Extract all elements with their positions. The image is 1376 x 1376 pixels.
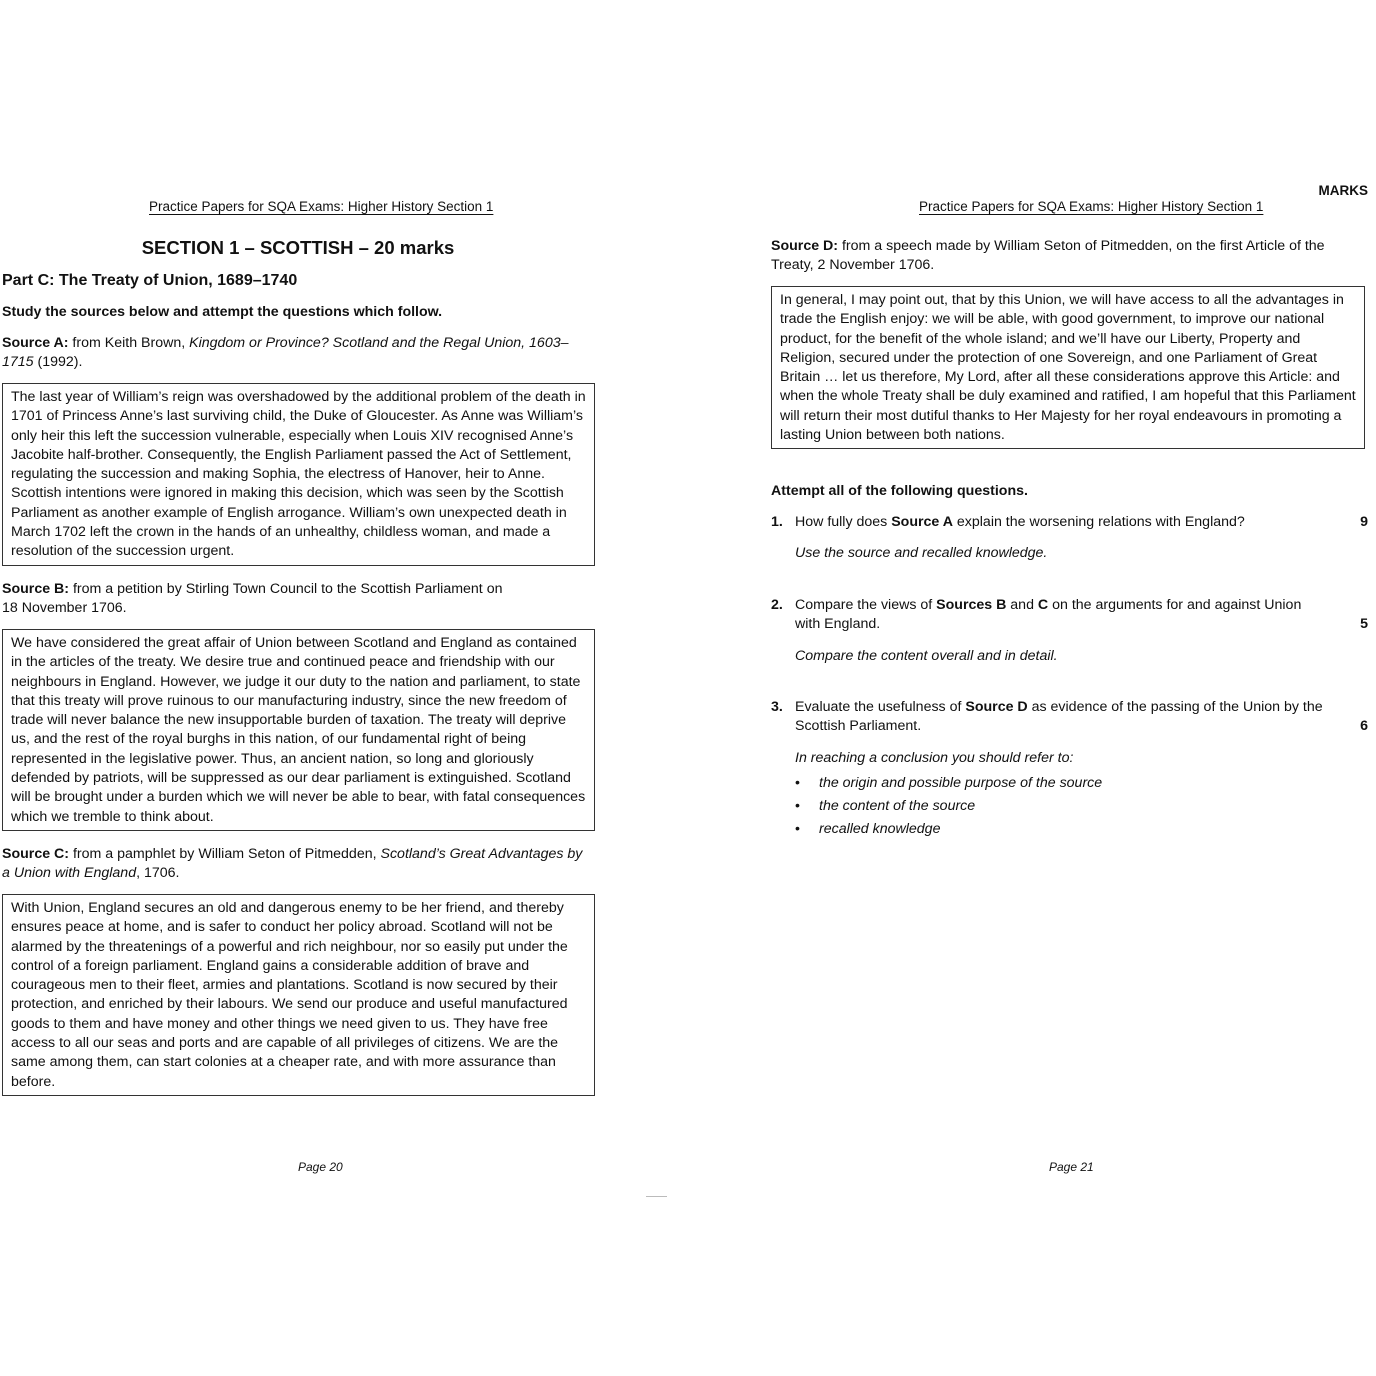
question-number: 2.	[771, 597, 783, 613]
source-d-box: In general, I may point out, that by this Union, we will have access to all the advantages in trade the English enjoy: we will be able, with good government, to improve our national product, for the benefit of the whole island; and we’ll have our Liberty, Property and Religion, secured under the protection of one Sovereign, and one Parliament of Great Britain … let us therefore, My Lord, after all these considerations approve this Article: and when the whole Treaty shall be duly examined and ratified, I am hopeful that this Parliament will return their most dutiful thanks to Her Majesty for her royal endeavours in promoting a lasting Union between both nations.	[771, 286, 1365, 449]
source-b-label: Source B:	[2, 581, 70, 597]
question-number: 3.	[771, 699, 783, 715]
source-d-attribution: from a speech made by William Seton of Pitmedden, on the first Article of the Treaty, 2 November 1706.	[771, 238, 1325, 274]
part-title: Part C: The Treaty of Union, 1689–1740	[2, 272, 298, 289]
left-page	[0, 0, 600, 1376]
bullet-icon: •	[795, 797, 800, 814]
question-text: Compare the views of Sources B and C on the arguments for and against Union with England.	[795, 597, 1302, 633]
source-b-box: We have considered the great affair of Union between Scotland and England as contained in the articles of the treaty. We desire true and continued peace and friendship with our neighbours in England. However, we judge it our duty to the nation and parliament, to state that this treaty will prove ruinous to our manufacturing industry, since the new freedom of trade will never balance the new insupportable burden of taxation. The treaty will deprive us, and the rest of the royal burghs in this nation, of our fundamental right of being represented in the legislative power. Thus, an ancient nation, so long and gloriously defended by patriots, will be suppressed as our dear parliament is extinguished. Scotland will be brought under a burden which we will never be able to bear, with fatal consequences which we tremble to think about.	[2, 629, 595, 831]
instruction: Study the sources below and attempt the questions which follow.	[2, 304, 443, 320]
running-head: Practice Papers for SQA Exams: Higher History Section 1	[149, 199, 494, 214]
guidance-bullets	[795, 772, 1371, 841]
marks-heading: MARKS	[1318, 183, 1368, 198]
bullet-icon: •	[795, 820, 800, 837]
source-a-label: Source A:	[2, 335, 69, 351]
source-c-box: With Union, England secures an old and dangerous enemy to be her friend, and thereby ensures peace at home, and is safer to conduct her policy abroad. Scotland will not be alarmed by the threatenings of a powerful and rich neighbour, nor so easily put under the control of a foreign parliament. England gains a considerable addition of brave and courageous men to their fleet, armies and plantations. Scotland is now secured by their protection, and enriched by their labours. We send our produce and useful manufactured goods to them and have money and other things we need given to us. They have free access to all our seas and ports and are capable of all privileges of citizens. We are the same among them, can start colonies at a cheaper rate, and with more assurance than before.	[2, 894, 595, 1096]
question-guidance: Compare the content overall and in detail.	[795, 647, 1058, 664]
guidance-bullet: • the content of the source	[795, 795, 1371, 818]
question-number: 1.	[771, 514, 783, 530]
source-d-label: Source D:	[771, 238, 839, 254]
page-number: Page 21	[1049, 1160, 1094, 1174]
source-b-intro	[2, 580, 522, 619]
source-a-box: The last year of William’s reign was overshadowed by the additional problem of the death in 1701 of Princess Anne’s last surviving child, the Duke of Gloucester. As Anne was William’s only heir this left the succession vulnerable, especially when Louis XIV recognised Anne’s Jacobite half-brother. Consequently, the English Parliament passed the Act of Settlement, regulating the succession and making Sophia, the electress of Hanover, heir to Anne. Scottish intentions were ignored in making this decision, which was seen by the Scottish Parliament as another example of English arrogance. William’s own unexpected death in March 1702 left the crown in the hands of an unhealthy, childless woman, and made a resolution of the succession urgent.	[2, 383, 595, 566]
source-c-label: Source C:	[2, 846, 70, 862]
source-c-attribution: from a pamphlet by William Seton of Pitmedden,	[69, 846, 381, 862]
source-b-attribution: from a petition by Stirling Town Council to the Scottish Parliament on 18 November 1706.	[2, 581, 503, 617]
guidance-bullet: • recalled knowledge	[795, 818, 1371, 841]
source-a-intro	[2, 334, 592, 373]
question-1	[771, 513, 1371, 564]
question-text: Evaluate the usefulness of Source D as evidence of the passing of the Union by the Scottish Parliament.	[795, 699, 1323, 735]
guidance-bullet: • the origin and possible purpose of the source	[795, 772, 1371, 795]
source-a-attribution: from Keith Brown,	[68, 335, 190, 351]
question-mark: 9	[1360, 514, 1368, 530]
question-guidance: Use the source and recalled knowledge.	[795, 545, 1048, 562]
question-3	[771, 698, 1371, 841]
source-d-intro	[771, 237, 1356, 276]
source-a-year: (1992).	[33, 354, 83, 371]
page-number: Page 20	[298, 1160, 343, 1174]
source-c-year: , 1706.	[136, 865, 180, 882]
bullet-icon: •	[795, 774, 800, 791]
source-a-title: Kingdom or Province? Scotland and the Regal Union, 1603–1715	[2, 335, 569, 371]
question-guidance: In reaching a conclusion you should refer to:	[795, 749, 1074, 766]
source-c-title: Scotland’s Great Advantages by a Union with England	[2, 846, 583, 882]
questions-heading: Attempt all of the following questions.	[771, 483, 1028, 499]
right-page	[766, 0, 1376, 1376]
question-text: How fully does Source A explain the worsening relations with England?	[795, 514, 1245, 530]
section-title: SECTION 1 – SCOTTISH – 20 marks	[141, 237, 455, 258]
running-head: Practice Papers for SQA Exams: Higher History Section 1	[919, 199, 1264, 214]
gutter-divider	[646, 1196, 667, 1197]
question-mark: 5	[1360, 616, 1368, 632]
source-c-intro	[2, 845, 592, 884]
question-2	[771, 596, 1371, 666]
question-mark: 6	[1360, 718, 1368, 734]
